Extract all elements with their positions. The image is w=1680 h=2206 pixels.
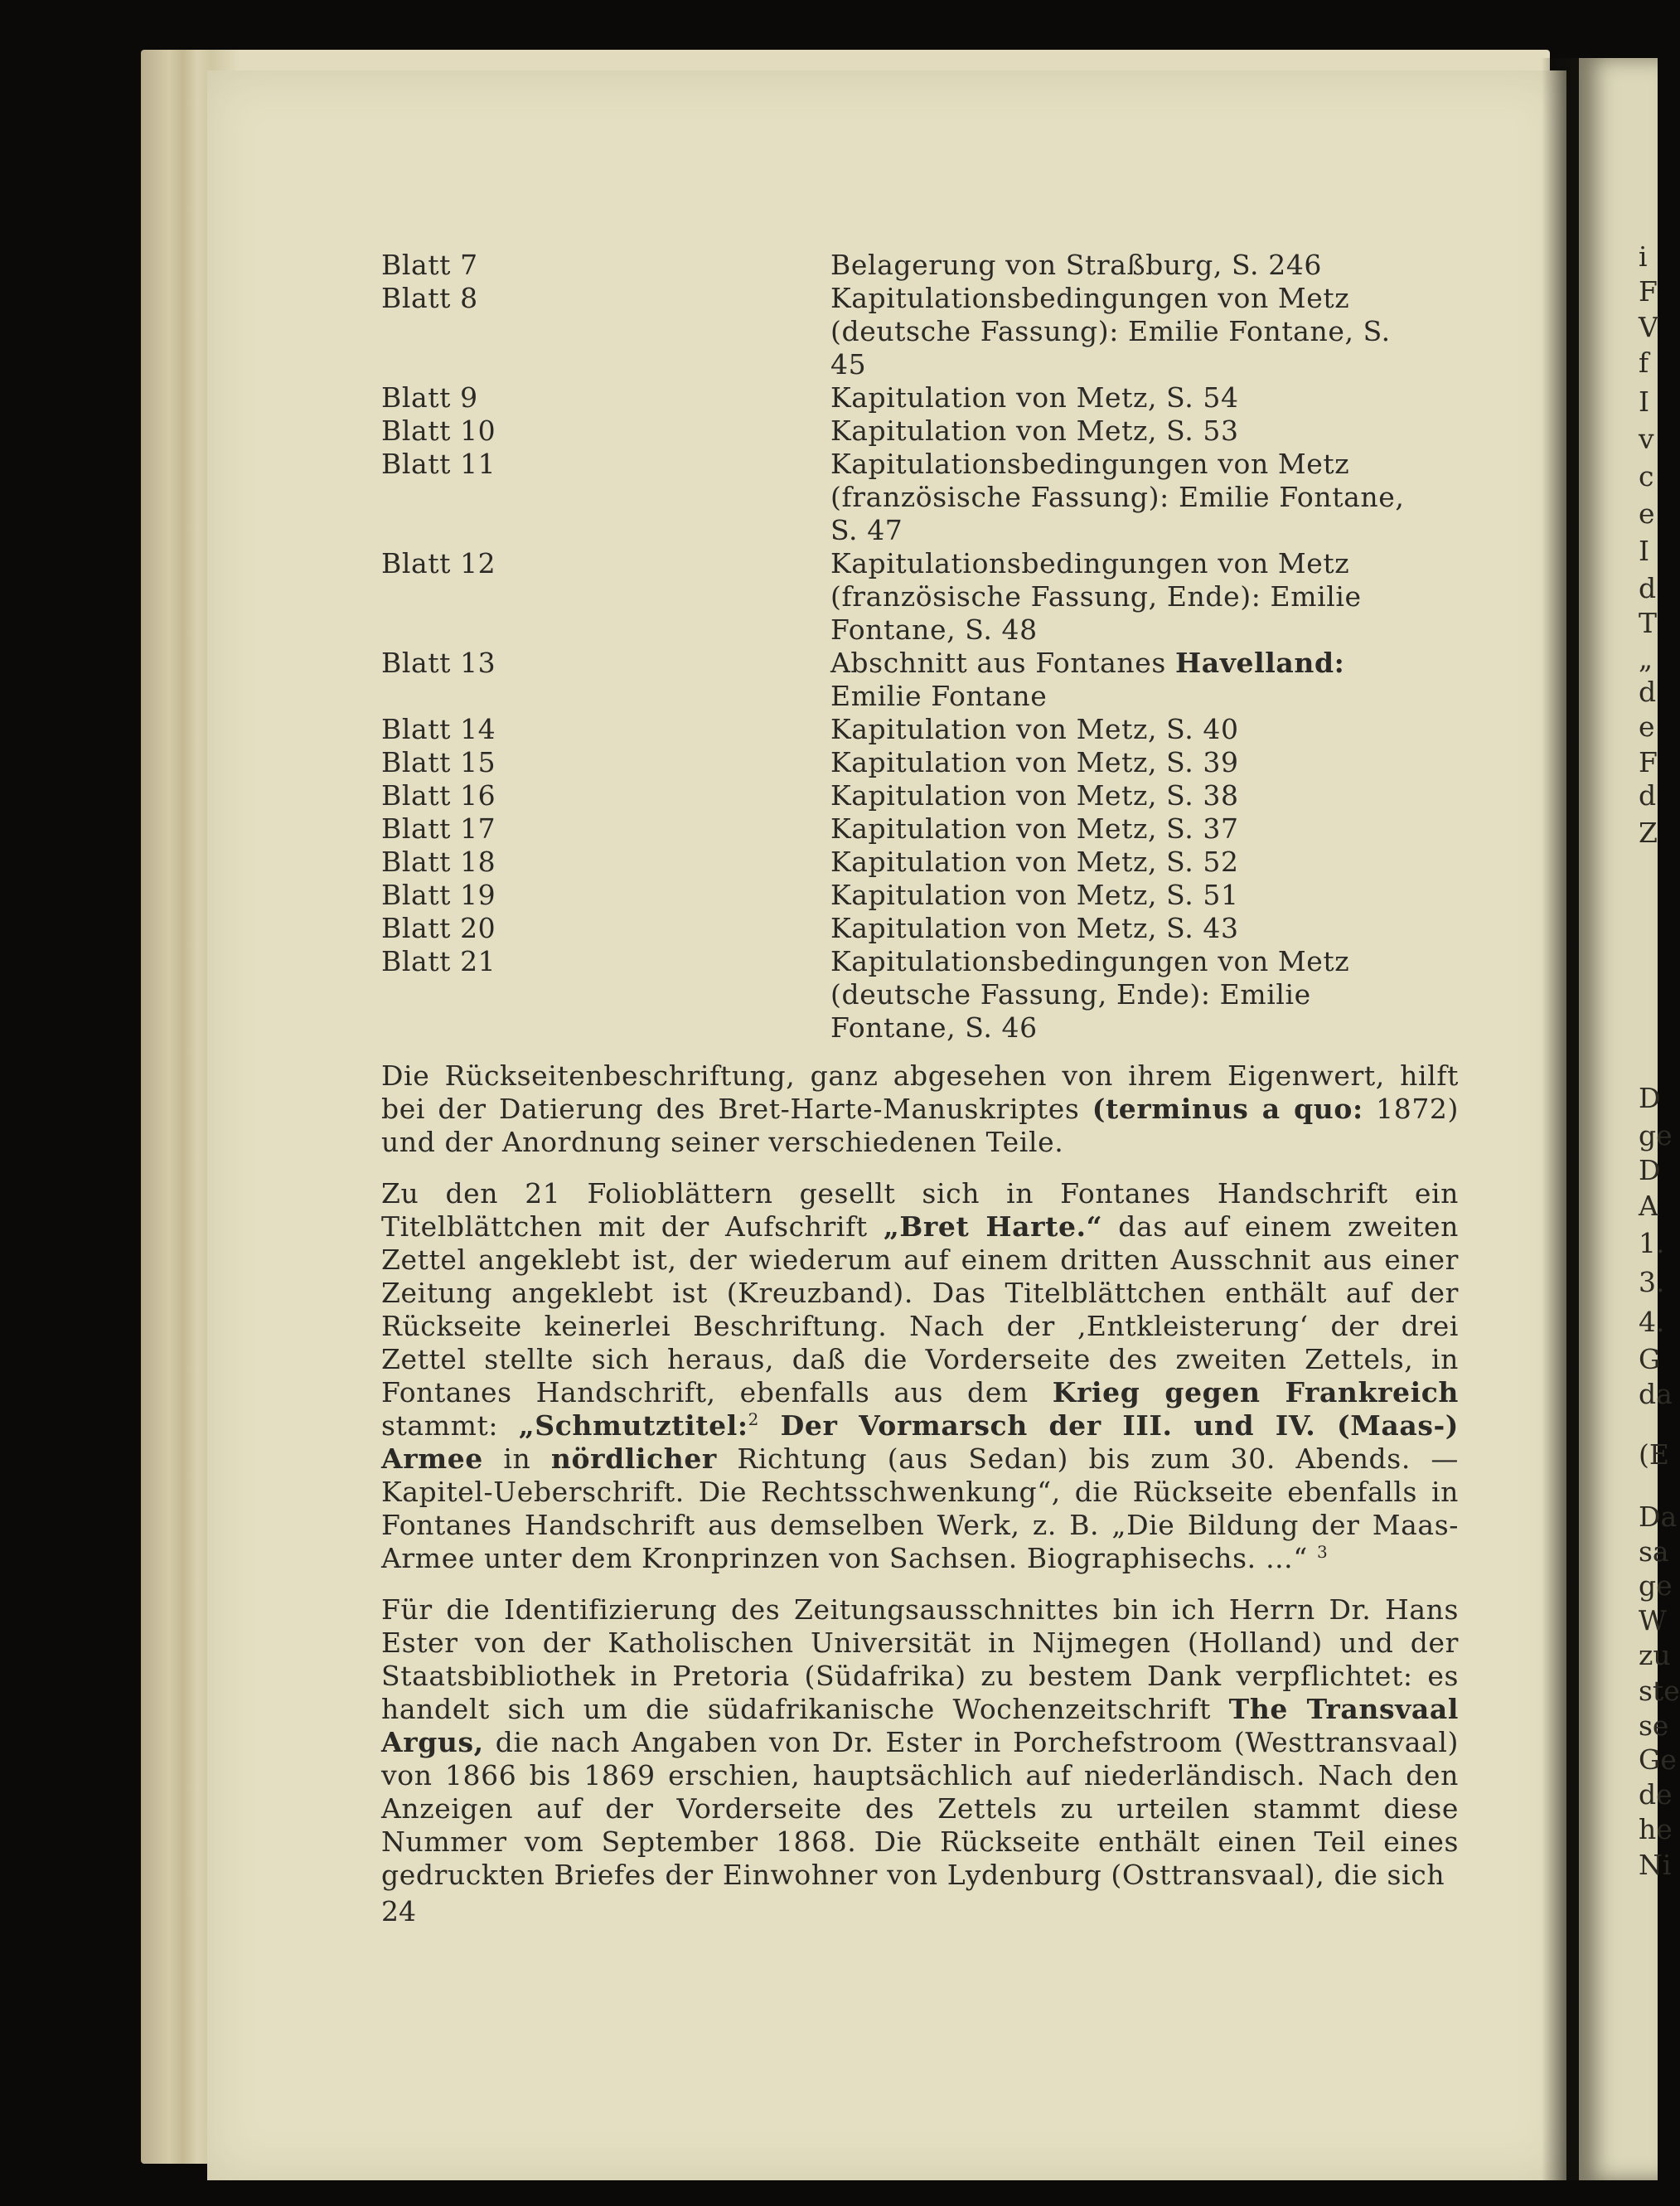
facing-page-fragment [1579, 58, 1680, 2180]
facing-page-text-fragment: I [1639, 385, 1650, 418]
page-number: 24 [381, 1895, 416, 1927]
blatt-description: Kapitulationsbedingungen von Metz (französische Fassung, Ende): Emilie Fontane, S. 48 [830, 547, 1362, 646]
facing-page-text-fragment: D [1639, 1082, 1661, 1114]
facing-page-text-fragment: 4. [1639, 1306, 1665, 1338]
blatt-description: Kapitulation von Metz, S. 40 [830, 713, 1239, 745]
facing-page-text-fragment: T [1639, 607, 1658, 639]
blatt-label: Blatt 16 [381, 779, 496, 812]
blatt-row [381, 879, 1459, 912]
blatt-label: Blatt 15 [381, 746, 496, 778]
blatt-label: Blatt 20 [381, 912, 496, 944]
facing-page-text-fragment: ste [1639, 1675, 1680, 1707]
paragraph-text: Die Rückseitenbeschriftung, ganz abgesehen von ihrem Eigenwert, hilft bei der Datierung des Bret-Harte-Manuskriptes [381, 1059, 1459, 1125]
facing-page-text-fragment: ge [1639, 1119, 1673, 1151]
facing-page-text-fragment: i [1639, 240, 1648, 273]
blatt-label: Blatt 9 [381, 381, 478, 414]
paragraph-text: Für die Identifizierung des Zeitungsausschnittes bin ich Herrn Dr. Hans Ester von der Katholischen Universität in Nijmegen (Holland) und der Staatsbibliothek in Pretoria (Südafrika) zu bestem Dank verpflichtet: es handelt sich um die südafrikanische Wochenzeitschrift [381, 1593, 1459, 1725]
blatt-description: Kapitulationsbedingungen von Metz (französische Fassung): Emilie Fontane, S. 47 [830, 448, 1405, 546]
blatt-row [381, 713, 1459, 746]
paragraph-zeitungsausschnitt [381, 1593, 1459, 1892]
blatt-row [381, 448, 1459, 547]
blatt-row [381, 912, 1459, 945]
blatt-description: Kapitulation von Metz, S. 39 [830, 746, 1239, 778]
blatt-label: Blatt 21 [381, 945, 496, 977]
spacer [381, 1045, 1459, 1059]
footnote-marker: 3 [1316, 1542, 1329, 1562]
noerdlicher: nördlicher [550, 1442, 717, 1475]
blatt-description: Kapitulation von Metz, S. 54 [830, 381, 1239, 414]
blatt-label: Blatt 7 [381, 249, 478, 281]
facing-page-text-fragment: F [1639, 746, 1658, 778]
bret-harte-title: „Bret Harte.“ [883, 1210, 1103, 1243]
blatt-description: Kapitulationsbedingungen von Metz (deutsche Fassung, Ende): Emilie Fontane, S. 46 [830, 945, 1350, 1044]
blatt-row [381, 381, 1459, 415]
transvaal-argus-title: The Transvaal Argus, [381, 1693, 1459, 1758]
facing-page-text-fragment: 3. [1639, 1266, 1665, 1298]
facing-page-text-fragment: W [1639, 1604, 1667, 1636]
blatt-description: Kapitulation von Metz, S. 43 [830, 912, 1239, 944]
facing-page-text-fragment: c [1639, 460, 1654, 492]
paragraph-text: Zu den 21 Folioblättern gesellt sich in Fontanes Handschrift ein Titelblättchen mit der Aufschrift [381, 1177, 1459, 1243]
facing-page-text-fragment: d [1639, 572, 1657, 604]
facing-page-text-fragment: D [1639, 1154, 1661, 1186]
blatt-label: Blatt 14 [381, 713, 496, 745]
blatt-label: Blatt 17 [381, 812, 496, 845]
facing-page-text-fragment: d [1639, 676, 1657, 708]
blatt-row [381, 249, 1459, 282]
facing-page-text-fragment: Ni [1639, 1849, 1672, 1881]
havelland-title: Havelland: [1174, 647, 1345, 679]
paragraph-text: in [482, 1442, 551, 1475]
vormarsch-title: Der Vormarsch der III. und IV. (Maas-) Armee [381, 1409, 1460, 1475]
page-content [381, 249, 1459, 1892]
blatt-description-text: Abschnitt aus Fontanes [830, 647, 1175, 679]
blatt-label: Blatt 10 [381, 415, 496, 447]
blatt-list [381, 249, 1459, 1045]
blatt-row [381, 547, 1459, 647]
paragraph-datierung [381, 1059, 1459, 1159]
blatt-description-text: Emilie Fontane [830, 680, 1048, 712]
facing-page-text-fragment: se [1639, 1709, 1669, 1742]
facing-page-text-fragment: G [1639, 1343, 1661, 1375]
blatt-row [381, 945, 1459, 1045]
blatt-row [381, 415, 1459, 448]
blatt-description: Kapitulation von Metz, S. 52 [830, 846, 1239, 878]
blatt-row [381, 812, 1459, 846]
facing-page-text-fragment: de [1639, 1778, 1673, 1811]
blatt-description [830, 647, 1427, 713]
blatt-description: Kapitulationsbedingungen von Metz (deutsche Fassung): Emilie Fontane, S. 45 [830, 282, 1391, 381]
blatt-label: Blatt 19 [381, 879, 496, 911]
blatt-row [381, 746, 1459, 779]
blatt-row [381, 846, 1459, 879]
facing-page-text-fragment: he [1639, 1813, 1673, 1845]
blatt-label: Blatt 18 [381, 846, 496, 878]
terminus-a-quo: (terminus a quo: [1092, 1093, 1363, 1125]
paragraph-titelblaettchen [381, 1177, 1459, 1575]
paragraph-text: Richtung (aus Sedan) bis zum 30. Abends. — Kapitel-Ueberschrift. Die Rechtsschwenkung“, die Rückseite ebenfalls in Fontanes Handschrift aus demselben Werk, z. B. „Die Bildung der Maas-Armee unter dem Kronprinzen von Sachsen. Biographisechs. …“ [381, 1442, 1459, 1574]
facing-page-text-fragment: F [1639, 275, 1658, 308]
blatt-row [381, 282, 1459, 381]
schmutztitel: „Schmutztitel: [518, 1409, 748, 1442]
blatt-row [381, 647, 1459, 713]
book-gutter [1542, 58, 1583, 2180]
footnote-marker: 2 [748, 1409, 759, 1429]
facing-page-text-fragment: Ge [1639, 1743, 1677, 1776]
facing-page-text-fragment: d [1639, 779, 1657, 812]
facing-page-text-fragment: e [1639, 497, 1655, 530]
facing-page-text-fragment: A [1639, 1190, 1658, 1222]
paragraph-text: die nach Angaben von Dr. Ester in Porchefstroom (Westtransvaal) von 1866 bis 1869 erschien, hauptsächlich auf niederländisch. Nach den Anzeigen auf der Vorderseite des Zettels zu urteilen stammt diese Nummer vom September 1868. Die Rückseite enthält einen Teil eines gedruckten Briefes der Einwohner von Lydenburg (Osttransvaal), die sich [381, 1726, 1459, 1891]
facing-page-text-fragment: sa [1639, 1535, 1669, 1568]
krieg-title: Krieg gegen Frankreich [1052, 1376, 1459, 1408]
facing-page-text-fragment: f [1639, 347, 1649, 379]
paragraph-text: das auf einem zweiten Zettel angeklebt ist, der wiederum auf einem dritten Ausschnit aus einer Zeitung angeklebt ist (Kreuzband). Das Titelblättchen enthält auf der Rückseite keinerlei Beschriftung. Nach der ‚Entkleisterung‘ der drei Zettel stellte sich heraus, daß die Vorderseite des zweiten Zettels, in Fontanes Handschrift, ebenfalls aus dem [381, 1210, 1459, 1408]
blatt-description: Kapitulation von Metz, S. 38 [830, 779, 1239, 812]
facing-page-text-fragment: 1. [1639, 1227, 1665, 1259]
facing-page-text-fragment: Da [1639, 1501, 1678, 1533]
facing-page-text-fragment: I [1639, 535, 1650, 567]
blatt-description: Kapitulation von Metz, S. 37 [830, 812, 1239, 845]
facing-page-text-fragment: „ [1639, 642, 1653, 675]
facing-page-text-fragment: (E [1639, 1438, 1669, 1471]
blatt-label: Blatt 13 [381, 647, 496, 679]
facing-page-text-fragment: e [1639, 710, 1655, 743]
paragraph-text: stammt: [381, 1409, 519, 1442]
blatt-description: Kapitulation von Metz, S. 53 [830, 415, 1239, 447]
blatt-label: Blatt 11 [381, 448, 496, 480]
paragraph-text: 1872) und der Anordnung seiner verschiedenen Teile. [381, 1093, 1460, 1158]
blatt-description: Kapitulation von Metz, S. 51 [830, 879, 1239, 911]
blatt-description: Belagerung von Straßburg, S. 246 [830, 249, 1323, 281]
blatt-label: Blatt 8 [381, 282, 478, 314]
blatt-label: Blatt 12 [381, 547, 496, 579]
facing-page-text-fragment: ge [1639, 1569, 1673, 1602]
facing-page-text-fragment: zu [1639, 1639, 1671, 1671]
blatt-row [381, 779, 1459, 812]
facing-page-text-fragment: V [1639, 311, 1658, 343]
facing-page-text-fragment: Z [1639, 817, 1658, 849]
facing-page-text-fragment: v [1639, 423, 1654, 455]
facing-page-text-fragment: da [1639, 1378, 1673, 1410]
